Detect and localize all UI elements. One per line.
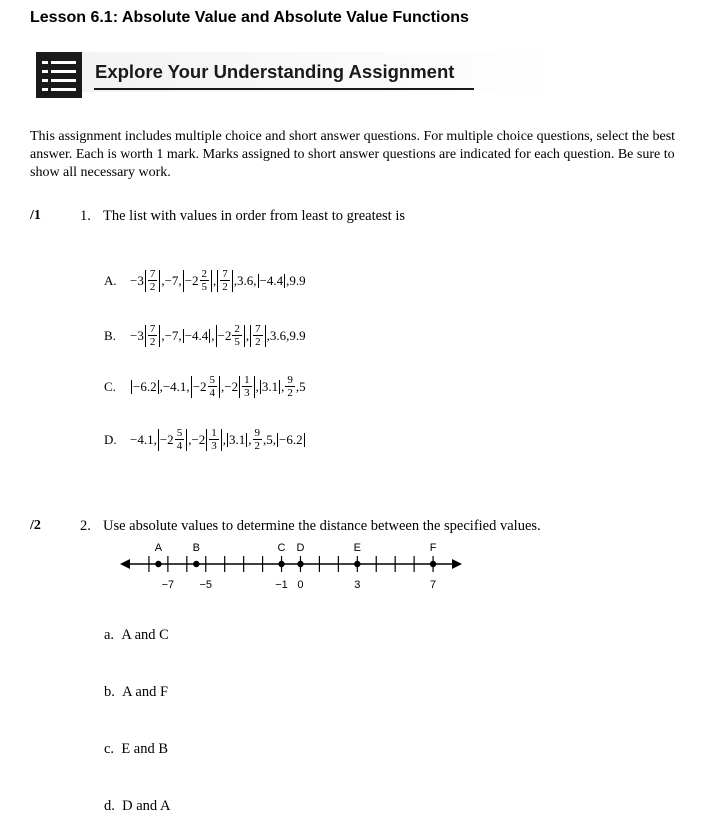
point-label: F: [429, 542, 437, 554]
right-arrow-icon: [452, 559, 462, 569]
point-c: [278, 561, 284, 567]
tick-label: −5: [199, 579, 213, 591]
q2-text: Use absolute values to determine the distance between the specified values.: [103, 518, 541, 534]
q1-text: The list with values in order from least to greatest is: [103, 208, 406, 224]
q1-option-a[interactable]: A. −3 $\frac{7}{2}$ ,−7, −2 $\frac{2}{5}$ , $\frac{7}{2}$ ,3.6, −4.4 ,9.9: [104, 268, 306, 293]
option-label: D.: [104, 431, 117, 447]
option-label: C.: [104, 378, 116, 394]
tick-label: −7: [161, 579, 175, 591]
number-line: [100, 538, 480, 600]
option-label: B.: [104, 327, 116, 343]
instructions-paragraph: This assignment includes multiple choice and short answer questions. For multiple choice questions, select the best answer. Each is worth 1 mark. Marks assigned to short answer questions are indicated for each question. Be sure to show all necessary work.: [30, 129, 676, 180]
point-f: [430, 561, 436, 567]
point-a: [155, 561, 161, 567]
point-label: E: [353, 542, 361, 554]
q2-part-c: [104, 741, 168, 758]
point-label: D: [296, 542, 305, 554]
q1-option-d[interactable]: D. −4.1, −2 $\frac{5}{4}$ ,−2 $\frac{1}{3}$ , 3.1 , $\frac{9}{2}$ ,5, −6.2: [104, 427, 303, 452]
banner-underline: [94, 88, 474, 90]
q2-part-a: [104, 627, 169, 644]
tick-label: 3: [354, 579, 361, 591]
part-text: A and C: [121, 627, 169, 643]
point-e: [354, 561, 360, 567]
list-icon: [36, 52, 82, 98]
tick-label: 7: [429, 579, 437, 591]
tick-label: −1: [275, 579, 288, 591]
q2-part-b: [104, 684, 168, 701]
part-text: D and A: [122, 798, 171, 814]
point-label: B: [192, 542, 200, 554]
point-b: [193, 561, 199, 567]
point-d: [297, 561, 303, 567]
part-label: b.: [104, 684, 115, 700]
option-label: A.: [104, 272, 117, 288]
q1-marks: /1: [30, 208, 41, 223]
q1-option-c[interactable]: C. −6.2 ,−4.1, −2 $\frac{5}{4}$ ,−2 $\frac{1}{3}$ , 3.1 , $\frac{9}{2}$ ,5: [104, 374, 306, 399]
q2-marks: /2: [30, 518, 41, 533]
lesson-title: Lesson 6.1: Absolute Value and Absolute Value Functions: [30, 9, 469, 26]
part-text: A and F: [122, 684, 169, 700]
q1-number: 1.: [80, 208, 91, 224]
q2-part-d: [104, 798, 170, 815]
part-text: E and B: [121, 741, 169, 757]
part-label: a.: [104, 627, 115, 643]
q2-number: 2.: [80, 518, 91, 534]
q1-option-b[interactable]: B. −3 $\frac{7}{2}$ ,−7, −4.4 , −2 $\frac{2}{5}$ , $\frac{7}{2}$ ,3.6,9.9: [104, 323, 306, 348]
banner-title: Explore Your Understanding Assignment: [95, 61, 455, 82]
point-label: A: [154, 542, 163, 554]
part-label: c.: [104, 741, 115, 757]
tick-label: 0: [297, 579, 304, 591]
left-arrow-icon: [120, 559, 130, 569]
point-label: C: [277, 542, 286, 554]
part-label: d.: [104, 798, 115, 814]
